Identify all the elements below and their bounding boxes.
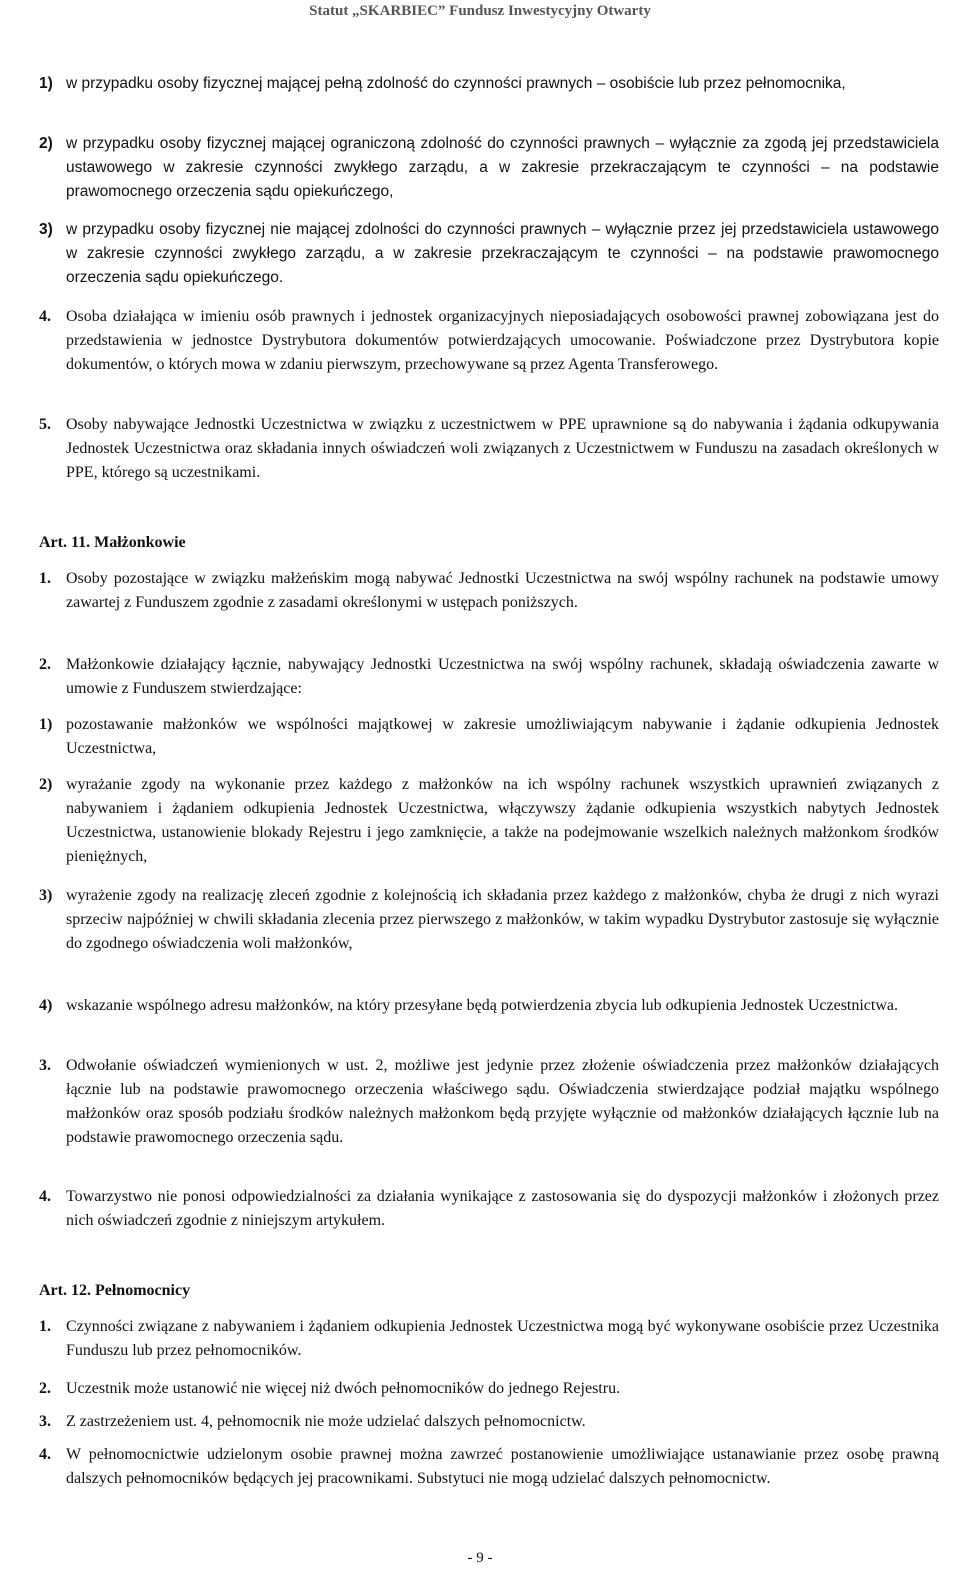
list-text: w przypadku osoby fizycznej mającej ograniczoną zdolność do czynności prawnych – wyłącznie za zgodą jej przedstawiciela ustawowego w zakresie czynności zwykłego zarządu, a w zakresie przekraczającym te czynności – na podstawie prawomocnego orzeczenia sądu opiekuńczego, xyxy=(66,135,939,200)
paragraph-number: 1. xyxy=(39,1318,51,1335)
paragraph-number: 3. xyxy=(39,1057,51,1074)
paragraph-number: 3. xyxy=(39,1413,51,1430)
art12-paragraph-1 xyxy=(39,1315,939,1363)
paragraph-number: 4. xyxy=(39,1446,51,1463)
page-number: - 9 - xyxy=(467,1550,493,1566)
top-sub-1 xyxy=(39,72,939,96)
list-text: pozostawanie małżonków we wspólności majątkowej w zakresie umożliwiającym nabywanie i żądanie odkupienia Jednostek Uczestnictwa, xyxy=(66,716,939,757)
art11-paragraph-1 xyxy=(39,567,939,615)
list-number: 1) xyxy=(39,75,53,92)
paragraph-number: 4. xyxy=(39,308,51,325)
paragraph-text: Osoba działająca w imieniu osób prawnych i jednostek organizacyjnych nieposiadających osobowości prawnej zobowiązana jest do przedstawienia w jednostce Dystrybutora dokumentów potwierdzających umocowanie. Poświadczone przez Dystrybutora kopie dokumentów, o których mowa w zdaniu pierwszym, przechowywane są przez Agenta Transferowego. xyxy=(66,308,939,373)
paragraph-text: Uczestnik może ustanowić nie więcej niż dwóch pełnomocników do jednego Rejestru. xyxy=(66,1380,621,1397)
paragraph-number: 2. xyxy=(39,656,51,673)
list-text: wyrażenie zgody na realizację zleceń zgodnie z kolejnością ich składania przez każdego z małżonków, chyba że drugi z nich wyrazi sprzeciw najpóźniej w chwili składania zlecenia przez pierwszego z małżonków, w takim wypadku Dystrybutor zastosuje się wyłącznie do zgodnego oświadczenia woli małżonków, xyxy=(66,887,939,952)
article-12-heading: Art. 12. Pełnomocnicy xyxy=(39,1282,191,1299)
paragraph-number: 4. xyxy=(39,1188,51,1205)
art11-paragraph-4 xyxy=(39,1185,939,1233)
top-paragraph-5 xyxy=(39,413,939,485)
paragraph-text: Odwołanie oświadczeń wymienionych w ust. 2, możliwe jest jedynie przez złożenie oświadczenia przez małżonków działających łącznie lub na podstawie prawomocnego orzeczenia właściwego sądu. Oświadczenia stwierdzające podział majątku wspólnego małżonków oraz sposób podziału środków należnych małżonkom będą przyjęte wyłącznie od małżonków działających łącznie lub na podstawie prawomocnego orzeczenia sądu. xyxy=(66,1057,939,1146)
paragraph-text: Osoby pozostające w związku małżeńskim mogą nabywać Jednostki Uczestnictwa na swój wspólny rachunek na podstawie umowy zawartej z Funduszem zgodnie z zasadami określonymi w ustępach poniższych. xyxy=(66,570,939,611)
paragraph-number: 2. xyxy=(39,1380,51,1397)
paragraph-number: 5. xyxy=(39,416,51,433)
art11-sub-3 xyxy=(39,884,939,956)
top-sub-3 xyxy=(39,218,939,290)
paragraph-text: W pełnomocnictwie udzielonym osobie prawnej można zawrzeć postanowienie umożliwiające ustanawianie przez osobę prawną dalszych pełnomocników będących jej pracownikami. Substytuci nie mogą udzielać dalszych pełnomocnictw. xyxy=(66,1446,939,1487)
list-number: 2) xyxy=(39,135,53,152)
list-text: wskazanie wspólnego adresu małżonków, na który przesyłane będą potwierdzenia zbycia lub odkupienia Jednostek Uczestnictwa. xyxy=(66,997,899,1014)
page-header: Statut „SKARBIEC” Fundusz Inwestycyjny Otwarty xyxy=(309,3,651,19)
paragraph-text: Z zastrzeżeniem ust. 4, pełnomocnik nie może udzielać dalszych pełnomocnictw. xyxy=(66,1413,586,1430)
art11-paragraph-3 xyxy=(39,1054,939,1150)
art12-paragraph-3 xyxy=(39,1410,939,1434)
paragraph-text: Towarzystwo nie ponosi odpowiedzialności za działania wynikające z zastosowania się do dyspozycji małżonków i złożonych przez nich oświadczeń zgodnie z niniejszym artykułem. xyxy=(66,1188,939,1229)
art11-paragraph-2 xyxy=(39,653,939,701)
list-number: 1) xyxy=(39,716,53,733)
art12-paragraph-2 xyxy=(39,1377,939,1401)
list-number: 2) xyxy=(39,776,53,793)
art11-sub-1 xyxy=(39,713,939,761)
list-text: wyrażanie zgody na wykonanie przez każdego z małżonków na ich wspólny rachunek wszystkich uprawnień związanych z nabywaniem i żądaniem odkupienia Jednostek Uczestnictwa, włączywszy żądanie odkupienia wszystkich nabytych Jednostek Uczestnictwa, ustanowienie blokady Rejestru i jego zamknięcie, a także na podejmowanie wszelkich należnych małżonkom środków pieniężnych, xyxy=(66,776,939,865)
paragraph-number: 1. xyxy=(39,570,51,587)
art11-sub-4 xyxy=(39,994,939,1018)
paragraph-text: Małżonkowie działający łącznie, nabywający Jednostki Uczestnictwa na swój wspólny rachunek, składają oświadczenia zawarte w umowie z Funduszem stwierdzające: xyxy=(66,656,939,697)
list-text: w przypadku osoby fizycznej mającej pełną zdolność do czynności prawnych – osobiście lub przez pełnomocnika, xyxy=(66,75,846,92)
list-text: w przypadku osoby fizycznej nie mającej zdolności do czynności prawnych – wyłącznie przez jej przedstawiciela ustawowego w zakresie czynności zwykłego zarządu, a w zakresie przekraczającym te czynności – na podstawie prawomocnego orzeczenia sądu opiekuńczego. xyxy=(66,221,939,286)
paragraph-text: Czynności związane z nabywaniem i żądaniem odkupienia Jednostek Uczestnictwa mogą być wykonywane osobiście przez Uczestnika Funduszu lub przez pełnomocników. xyxy=(66,1318,939,1359)
top-paragraph-4 xyxy=(39,305,939,377)
art11-sub-2 xyxy=(39,773,939,869)
article-11-heading: Art. 11. Małżonkowie xyxy=(39,534,186,551)
list-number: 3) xyxy=(39,887,53,904)
list-number: 3) xyxy=(39,221,53,238)
paragraph-text: Osoby nabywające Jednostki Uczestnictwa w związku z uczestnictwem w PPE uprawnione są do nabywania i żądania odkupywania Jednostek Uczestnictwa oraz składania innych oświadczeń woli związanych z Uczestnictwem w Funduszu na zasadach określonych w PPE, którego są uczestnikami. xyxy=(66,416,939,481)
list-number: 4) xyxy=(39,997,53,1014)
top-sub-2 xyxy=(39,132,939,204)
art12-paragraph-4 xyxy=(39,1443,939,1491)
